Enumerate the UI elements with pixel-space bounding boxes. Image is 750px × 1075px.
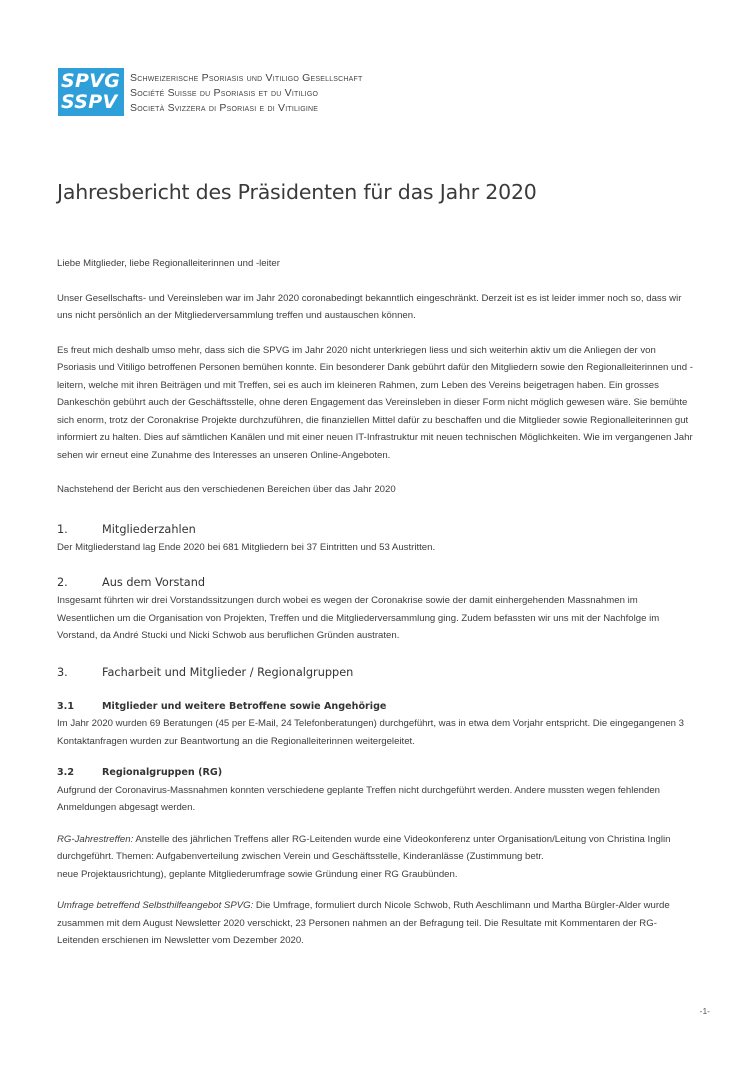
society-name-fr: Société Suisse du Psoriasis et du Vitiligo (130, 87, 319, 99)
umfrage-label: Umfrage betreffend Selbsthilfeangebot SPVG: (57, 900, 254, 911)
subsection-title: Regionalgruppen (RG) (102, 767, 223, 778)
intro-paragraph-1: Unser Gesellschafts- und Vereinsleben war im Jahr 2020 coronabedingt bekanntlich eingeschränkt. Derzeit ist es ist leider immer noch so, dass wir uns nicht persönlich an der Mitgliederversammlung treffen und austauschen können. (57, 292, 682, 321)
umfrage-text: Die Umfrage, formuliert durch Nicole Schwob, Ruth Aeschlimann und Martha Bürgler-Alder wurde zusammen mit dem August Newsletter 2020 verschickt, 23 Personen nahmen an der Befragung teil. Die Resultate mit Kommentaren der RG-Leitenden erschienen im Newsletter vom Dezember 2020. (57, 900, 670, 946)
subsection-3-2-text: Aufgrund der Coronavirus-Massnahmen konnten verschiedene geplante Treffen nicht durchgeführt werden. Andere mussten wegen fehlenden Anmeldungen abgesagt werden. (57, 784, 661, 813)
section-number: 3. (57, 665, 68, 679)
section-2-text: Insgesamt führten wir drei Vorstandssitzungen durch wobei es wegen der Coronakrise sowie der damit einhergehenden Massnahmen im Wesentlichen um die Organisation von Projekten, Treffen und die Mitgliederversammlung ging. Zudem befassten wir uns mit der Nachfolge im Vorstand, da André Stucki und Nicki Schwob aus beruflichen Gründen austraten. (57, 595, 660, 641)
intro-paragraph-3: Nachstehend der Bericht aus den verschiedenen Bereichen über das Jahr 2020 (57, 484, 396, 495)
jahrestreffen-continuation: neue Projektausrichtung), geplante Mitgliederumfrage sowie Gründung einer RG Graubünden. (57, 868, 458, 880)
section-heading-3 (57, 664, 697, 682)
section-1-text: Der Mitgliederstand lag Ende 2020 bei 681 Mitgliedern bei 37 Eintritten und 53 Austritten. (57, 541, 436, 553)
logo-text-sspv: SSPV (61, 91, 118, 113)
section-heading-1 (57, 521, 697, 539)
section-title: Aus dem Vorstand (102, 576, 206, 589)
logo-mark (58, 68, 124, 116)
umfrage-paragraph (57, 897, 697, 950)
section-title: Facharbeit und Mitglieder / Regionalgruppen (102, 665, 354, 679)
page-number: -1- (699, 1006, 710, 1016)
document-body (57, 255, 697, 950)
subsection-heading-3-1 (57, 698, 697, 716)
intro-paragraph-2: Es freut mich deshalb umso mehr, dass sich die SPVG im Jahr 2020 nicht unterkriegen liess und sich weiterhin aktiv um die Anliegen der von Psoriasis und Vitiligo betroffenen Personen bemühen konnte. Ein besonderer Dank gebührt dafür den Mitgliedern sowie den Regionalleiterinnen und -leitern, welche mit ihren Beiträgen und mit Treffen, sei es auch im kleineren Rahmen, zum Leben des Vereins beigetragen haben. Ein grosses Dankeschön gebührt auch der Geschäftsstelle, ohne deren Engagement das Vereinsleben in dieser Form nicht möglich gewesen wäre. Sie bemühte sich enorm, trotz der Coronakrise Projekte durchzuführen, die finanziellen Mittel dafür zu beschaffen und die Mitglieder sowie Regionalleiterinnen gut informiert zu halten. Dies auf sämtlichen Kanälen und mit einer neuen IT-Infrastruktur mit neuen technischen Möglichkeiten. Wie im vergangenen Jahr sehen wir erneut eine Zunahme des Interesses an unseren Online-Angeboten. (57, 344, 693, 461)
section-title: Mitgliederzahlen (102, 522, 196, 536)
subsection-heading-3-2 (57, 764, 697, 782)
spvg-logo (58, 68, 363, 116)
jahrestreffen-paragraph (57, 831, 697, 866)
logo-text-spvg: SPVG (61, 70, 121, 92)
section-number: 2. (57, 576, 68, 589)
greeting: Liebe Mitglieder, liebe Regionalleiterinnen und -leiter (57, 258, 280, 269)
subsection-title: Mitglieder und weitere Betroffene sowie Angehörige (102, 700, 387, 712)
section-heading-2 (57, 574, 697, 592)
jahrestreffen-label: RG-Jahrestreffen: (57, 833, 134, 845)
page-title: Jahresbericht des Präsidenten für das Jahr 2020 (57, 180, 537, 204)
jahrestreffen-text: Anstelle des jährlichen Treffens aller RG-Leitenden wurde eine Videokonferenz unter Organisation/Leitung von Christina Inglin durchgeführt. Themen: Aufgabenverteilung zwischen Verein und Geschäftsstelle, Kinderanlässe (Zustimmung betr. (57, 833, 671, 862)
subsection-number: 3.1 (57, 700, 74, 712)
subsection-number: 3.2 (57, 767, 74, 778)
section-number: 1. (57, 522, 68, 536)
society-name-it: Società Svizzera di Psoriasi e di Vitiligine (130, 102, 319, 114)
society-name-de: Schweizerische Psoriasis und Vitiligo Gesellschaft (130, 72, 363, 84)
logo-society-names (130, 71, 363, 116)
subsection-3-1-text: Im Jahr 2020 wurden 69 Beratungen (45 per E-Mail, 24 Telefonberatungen) durchgeführt, was in etwa dem Vorjahr entspricht. Die eingegangenen 3 Kontaktanfragen wurden zur Beantwortung an die Regionalleiterinnen weitergeleitet. (57, 718, 685, 747)
